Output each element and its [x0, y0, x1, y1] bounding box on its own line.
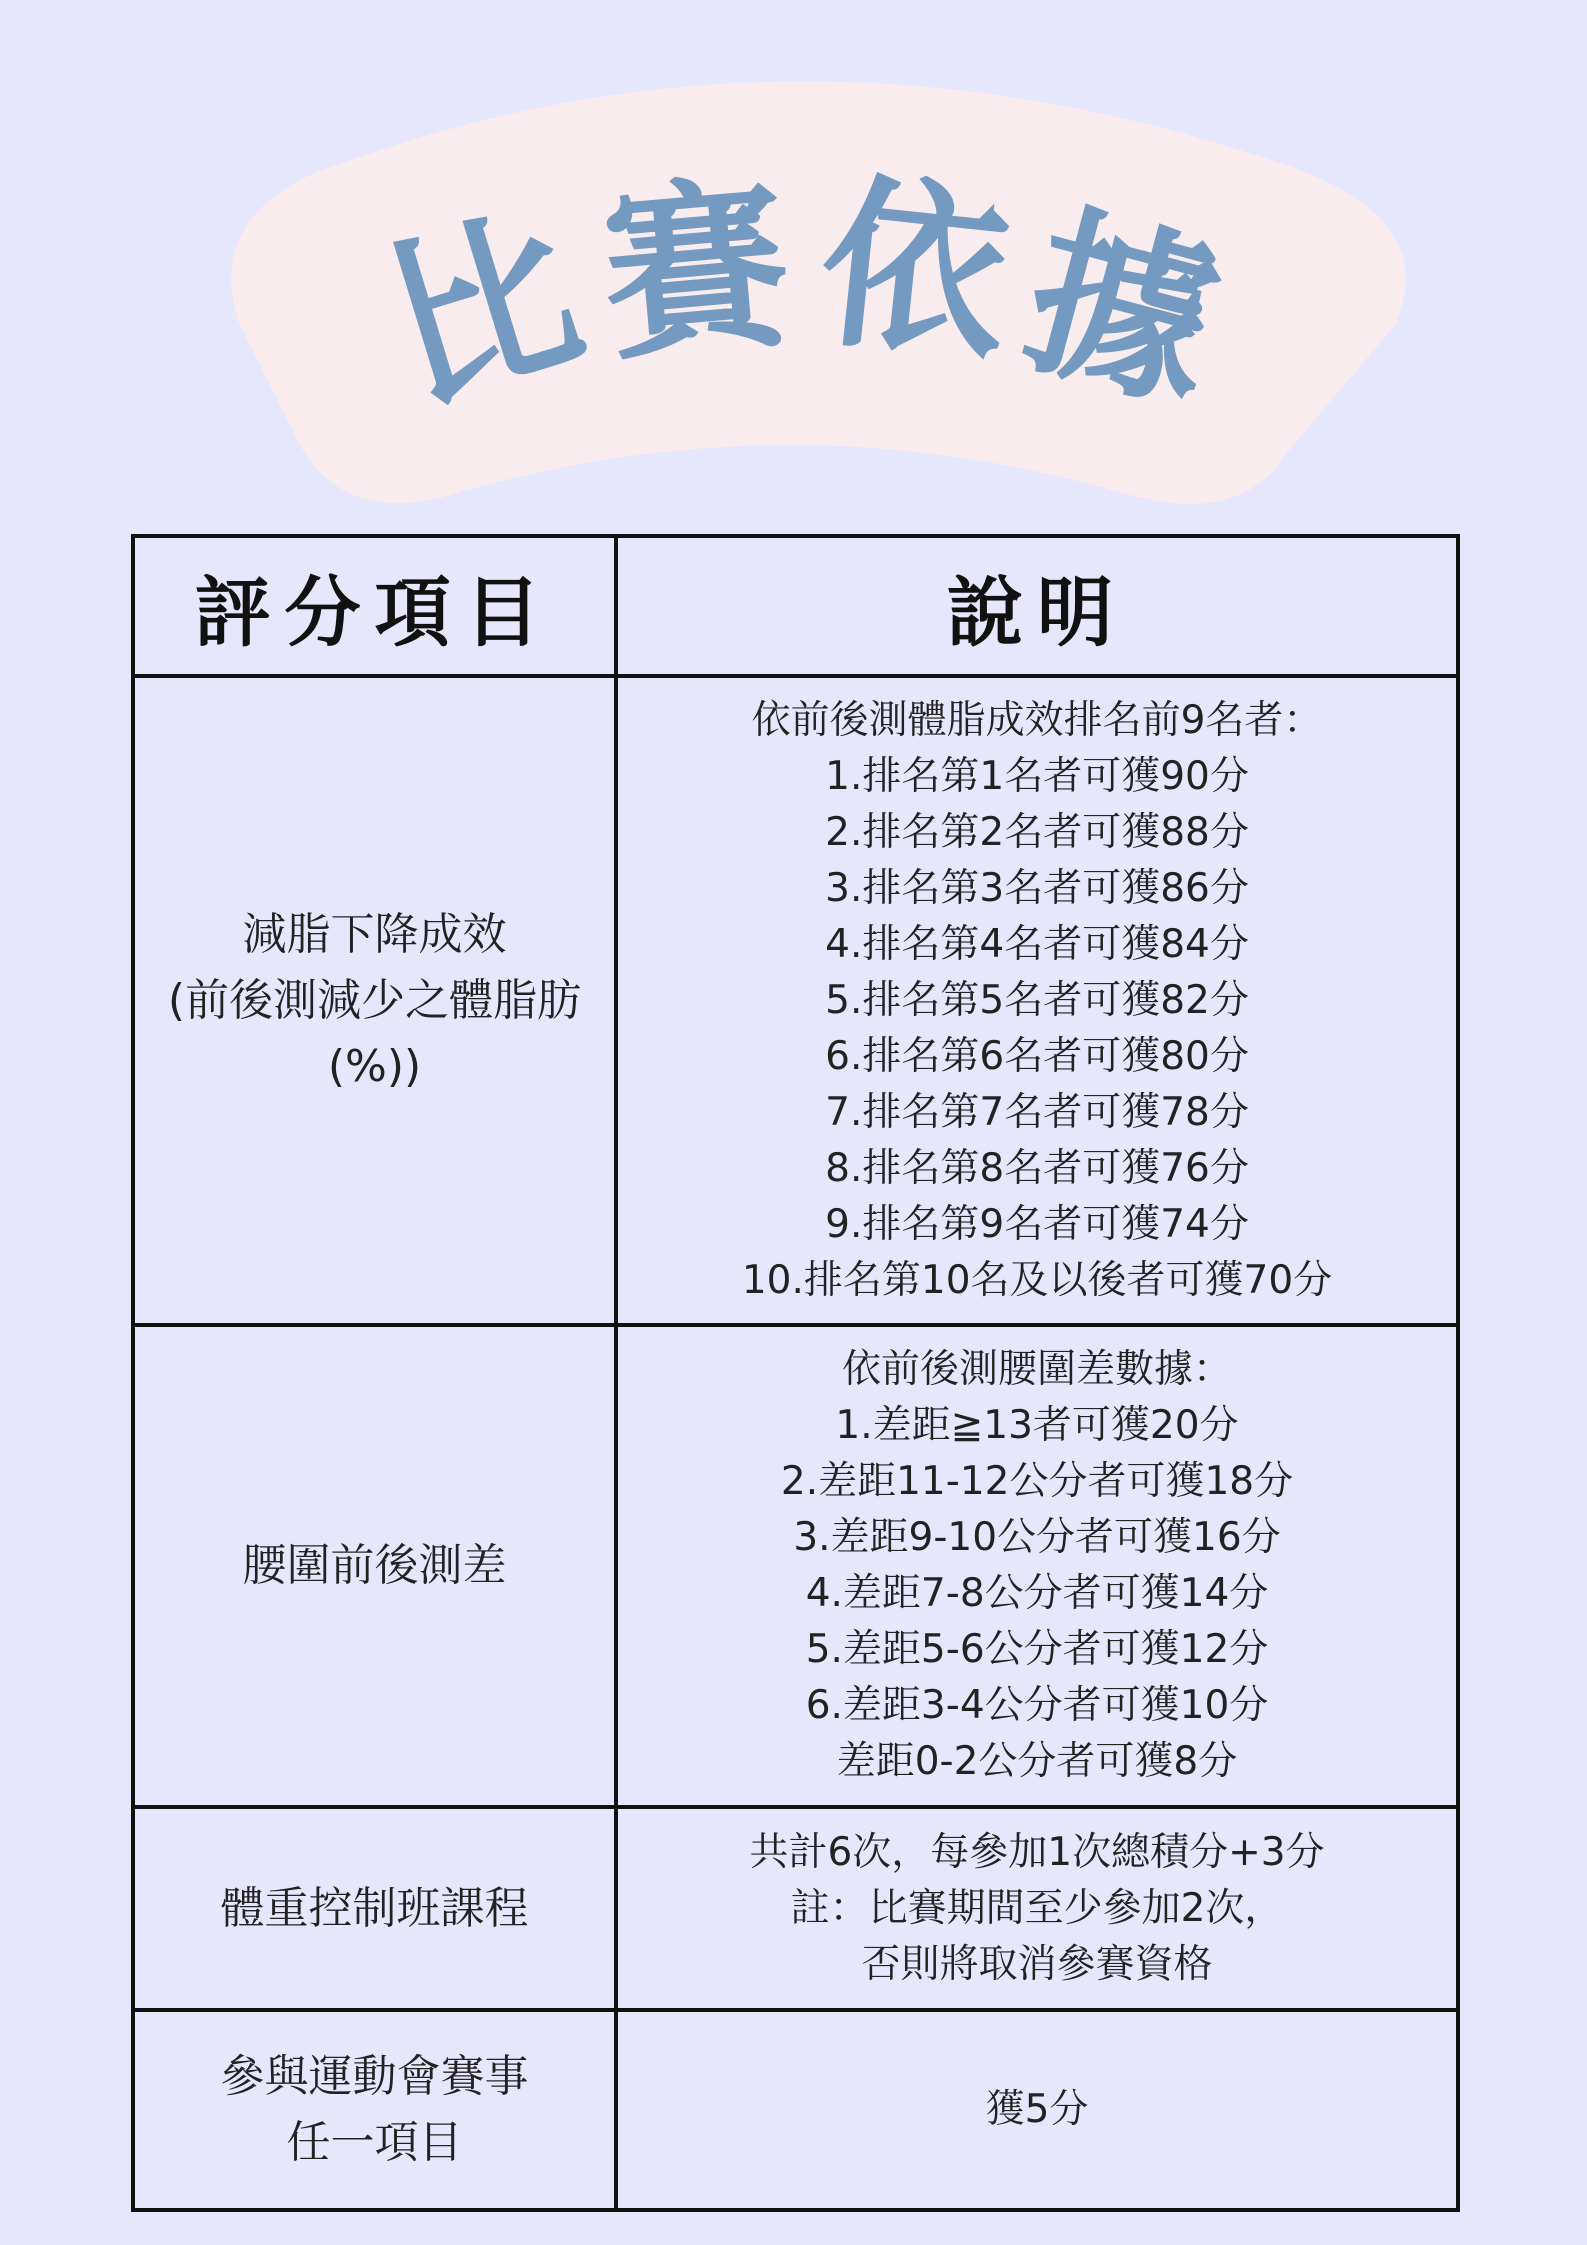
description-text: 3.差距9-10公分者可獲16分	[793, 1515, 1281, 1560]
description-text: 依前後測腰圍差數據：	[841, 1347, 1232, 1392]
page-title-char-2: 賽	[593, 155, 798, 387]
description-text: 6.排名第6名者可獲80分	[825, 1033, 1249, 1079]
item-text: 參與運動會賽事	[220, 2051, 529, 2102]
description-text: 8.排名第8名者可獲76分	[825, 1145, 1249, 1191]
description-text: 4.排名第4名者可獲84分	[825, 921, 1249, 967]
description-text: 7.排名第7名者可獲78分	[825, 1089, 1249, 1135]
description-text: 2.排名第2名者可獲88分	[825, 809, 1249, 855]
description-text: 10.排名第10名及以後者可獲70分	[741, 1257, 1333, 1303]
item-text: 體重控制班課程	[220, 1882, 529, 1934]
description-cell	[616, 1325, 1458, 1807]
table-row	[133, 1807, 1458, 2010]
description-cell	[616, 2010, 1458, 2210]
item-text: 減脂下降成效	[242, 908, 507, 960]
header-item: 評分項目	[133, 536, 616, 676]
score-table	[131, 534, 1460, 2212]
header-description: 說明	[616, 536, 1458, 676]
description-text: 依前後測體脂成效排名前9名者：	[751, 697, 1323, 743]
description-text: 5.排名第5名者可獲82分	[825, 977, 1249, 1023]
table-row	[133, 1325, 1458, 1807]
item-text: (前後測減少之體脂肪	[167, 974, 582, 1026]
description-text: 註：比賽期間至少參加2次，	[790, 1885, 1284, 1931]
description-cell	[616, 676, 1458, 1325]
item-cell	[133, 1807, 616, 2010]
description-text: 4.差距7-8公分者可獲14分	[805, 1571, 1269, 1616]
description-text: 共計6次，每參加1次總積分+3分	[749, 1829, 1325, 1875]
description-text: 6.差距3-4公分者可獲10分	[805, 1683, 1269, 1728]
description-text: 獲5分	[985, 2087, 1089, 2132]
description-text: 9.排名第9名者可獲74分	[825, 1201, 1249, 1247]
table-header-row	[133, 536, 1458, 676]
page-title-char-1: 比	[363, 180, 604, 441]
table-row	[133, 2010, 1458, 2210]
item-text: 任一項目	[286, 2117, 463, 2168]
item-text: 腰圍前後測差	[242, 1540, 507, 1591]
table-row	[133, 676, 1458, 1325]
page-title	[363, 154, 1239, 441]
description-text: 差距0-2公分者可獲8分	[836, 1739, 1238, 1784]
title-text-layer	[0, 0, 1587, 560]
page-title-char-3: 依	[811, 153, 1018, 389]
description-text: 否則將取消參賽資格	[861, 1941, 1213, 1987]
page-title-char-4: 據	[1004, 182, 1240, 439]
description-text: 2.差距11-12公分者可獲18分	[780, 1459, 1294, 1504]
description-text: 3.排名第3名者可獲86分	[825, 865, 1249, 911]
item-text: (%))	[327, 1040, 422, 1092]
description-text: 1.差距≧13者可獲20分	[835, 1403, 1239, 1448]
item-cell	[133, 676, 616, 1325]
description-cell	[616, 1807, 1458, 2010]
item-cell	[133, 2010, 616, 2210]
description-text: 1.排名第1名者可獲90分	[825, 753, 1249, 799]
item-cell	[133, 1325, 616, 1807]
description-text: 5.差距5-6公分者可獲12分	[805, 1627, 1269, 1672]
